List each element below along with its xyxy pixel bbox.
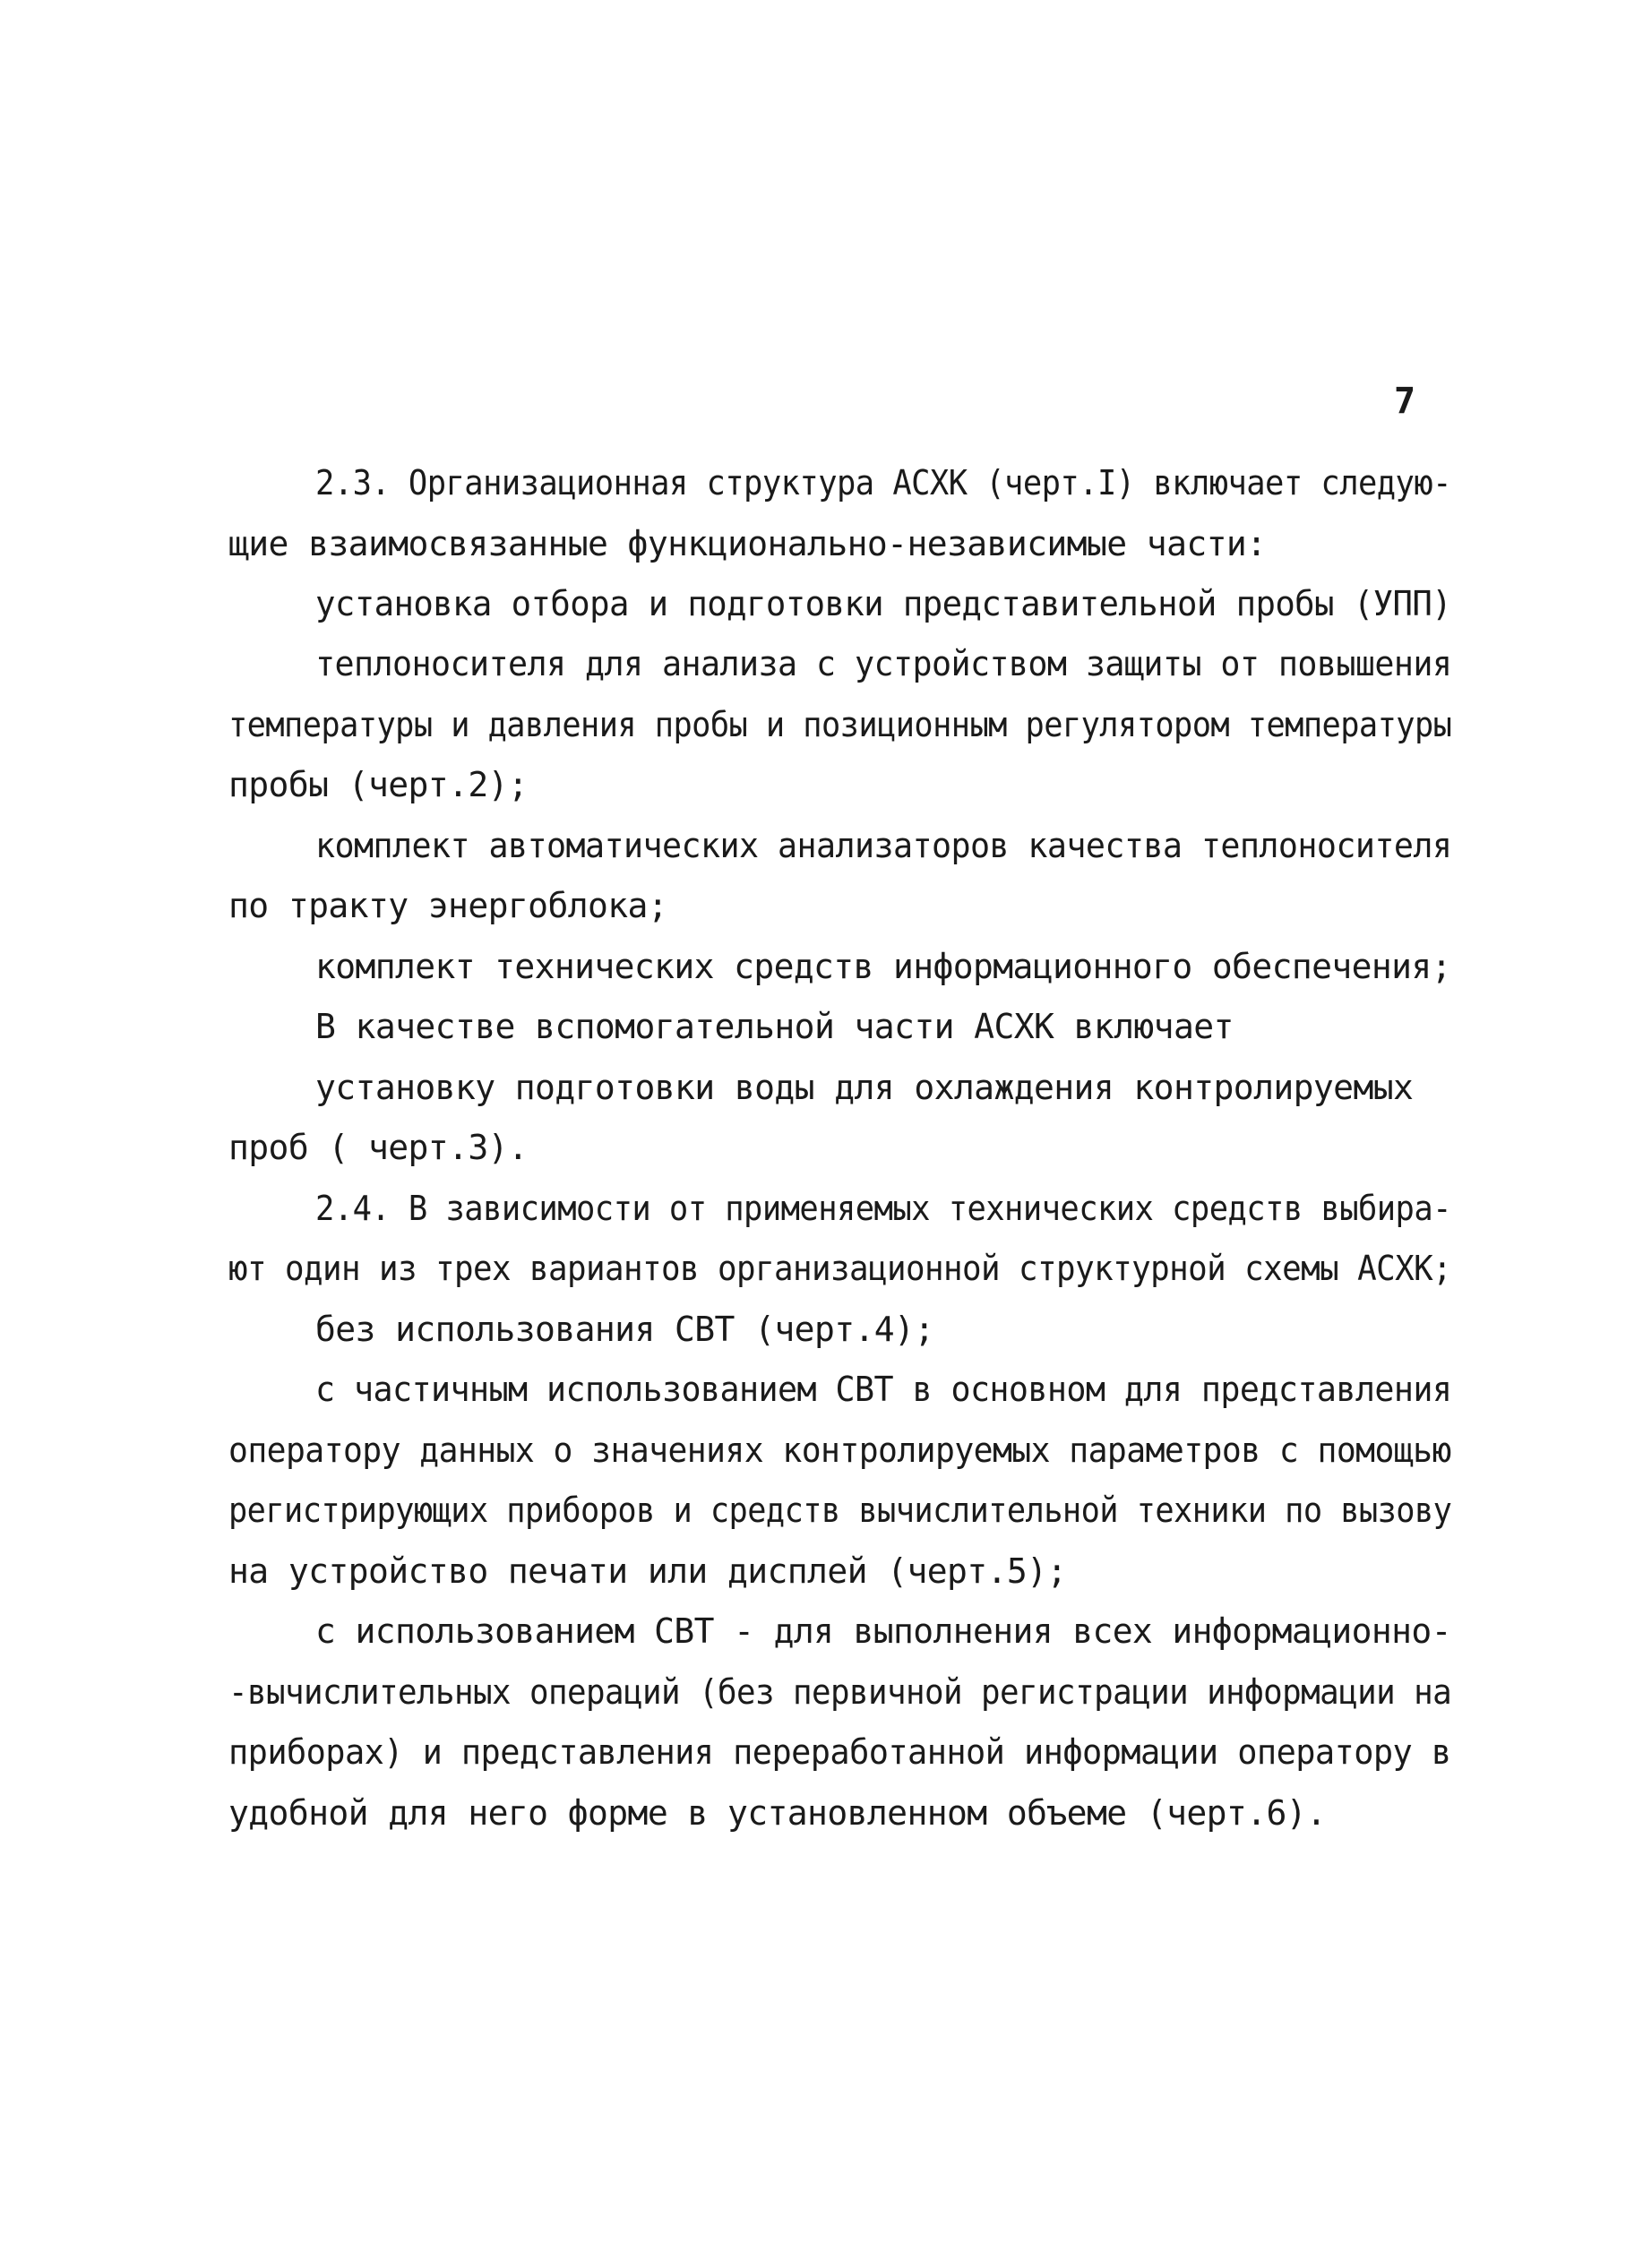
text-line: комплект технических средств информационного обеспечения; (315, 947, 1451, 986)
text-line: установку подготовки воды для охлаждения контролируемых (315, 1068, 1414, 1107)
text-line: на устройство печати или дисплей (черт.5); (228, 1551, 1067, 1591)
text-line: с использованием СВТ - для выполнения всех информационно- (315, 1611, 1451, 1651)
text-line: ют один из трех вариантов организационной структурной схемы АСХК; (228, 1249, 1452, 1288)
text-line: комплект автоматических анализаторов качества теплоносителя (315, 826, 1452, 865)
text-line: 2.3. Организационная структура АСХК (черт.I) включает следую- (315, 463, 1451, 503)
text-line: теплоносителя для анализа с устройством защиты от повышения (315, 644, 1452, 683)
text-line: приборах) и представления переработанной информации оператору в (228, 1732, 1451, 1772)
text-line: пробы (черт.2); (228, 765, 529, 804)
text-line: проб ( черт.3). (228, 1128, 529, 1167)
text-line: по тракту энергоблока; (228, 886, 668, 925)
text-line: 2.4. В зависимости от применяемых технических средств выбира- (315, 1189, 1451, 1228)
text-line: удобной для него форме в установленном объеме (черт.6). (228, 1793, 1327, 1833)
text-line: щие взаимосвязанные функционально-независимые части: (228, 524, 1267, 563)
text-line: температуры и давления пробы и позиционным регулятором температуры (228, 705, 1452, 744)
text-line: оператору данных о значениях контролируемых параметров с помощью (228, 1430, 1451, 1470)
page-number: 7 (1394, 381, 1416, 422)
text-line: с частичным использованием СВТ в основном для представления (315, 1370, 1452, 1409)
text-line: -вычислительных операций (без первичной регистрации информации на (228, 1672, 1452, 1712)
text-line: без использования СВТ (черт.4); (315, 1310, 934, 1349)
text-line: установка отбора и подготовки представительной пробы (УПП) (315, 584, 1452, 623)
text-line: регистрирующих приборов и средств вычислительной техники по вызову (228, 1491, 1452, 1530)
text-line: В качестве вспомогательной части АСХК включает (315, 1007, 1234, 1046)
